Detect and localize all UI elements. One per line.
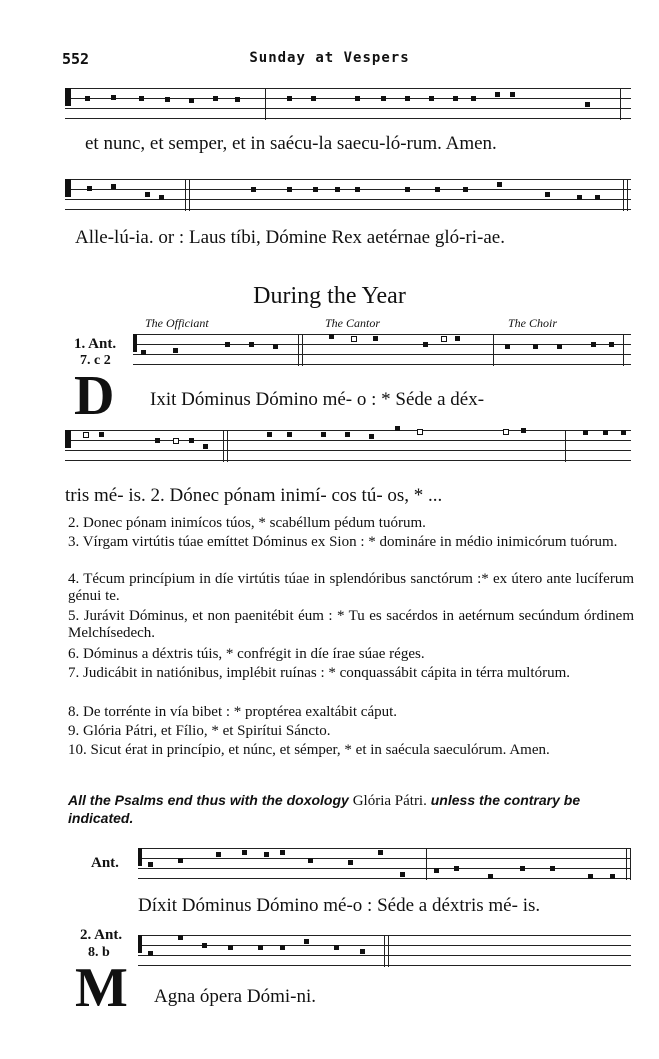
chant-staff-2 [65, 179, 631, 211]
verse-6: 6. Dóminus a déxtris túis, * confrégit in díe írae súae réges. [68, 646, 425, 662]
rubric-text-2: unless the contrary be indicated. [68, 792, 581, 826]
chant-staff-1 [65, 88, 631, 120]
page-number: 552 [62, 50, 90, 68]
verse-8: 8. De torrénte in vía bibet : * proptérea exaltábit cáput. [68, 704, 398, 720]
chant-staff-5 [138, 848, 631, 880]
verse-3: 3. Vírgam virtútis túae emíttet Dóminus ex Sion : * domináre in médio inimicórum tuórum. [68, 534, 618, 550]
role-choir: The Choir [508, 316, 558, 330]
antiphon-2-mode: 8. b [88, 945, 110, 960]
lyric-line-6: Agna ópera Dómi-ni. [154, 986, 316, 1007]
chant-staff-3 [133, 334, 631, 366]
drop-cap-d: D [74, 365, 115, 427]
rubric-gloria: Glória Pátri. [352, 793, 427, 809]
verse-4: 4. Técum princípium in díe virtútis túae in splendóribus sanctórum :* ex útero ante lucíferum génui te. [68, 571, 634, 604]
antiphon-2-label: 2. Ant. [80, 927, 123, 943]
rubric-text-1: All the Psalms end thus with the doxology [68, 792, 349, 808]
verse-2: 2. Donec pónam inimícos túos, * scabéllum pédum tuórum. [68, 515, 426, 531]
drop-cap-m: M [75, 957, 128, 1019]
verse-5: 5. Jurávit Dóminus, et non paenitébit éum : * Tu es sacérdos in aetérnum secúndum órdinem Melchísedech. [68, 608, 634, 641]
lyric-line-2: Alle-lú-ia. or : Laus tíbi, Dómine Rex aetérnae gló-ri-ae. [75, 227, 505, 248]
lyric-line-1: et nunc, et semper, et in saécu-la saecu-ló-rum. Amen. [85, 133, 497, 154]
role-officiant: The Officiant [145, 316, 209, 330]
chant-staff-4 [65, 430, 631, 462]
chant-staff-6 [138, 935, 631, 967]
verse-9: 9. Glória Pátri, et Fílio, * et Spirítui Sáncto. [68, 723, 331, 739]
role-cantor: The Cantor [325, 316, 381, 330]
section-title: During the Year [253, 283, 406, 309]
verse-10: 10. Sicut érat in princípio, et núnc, et sémper, * et in saécula saeculórum. Amen. [68, 742, 550, 758]
lyric-line-3: Ixit Dóminus Dómino mé- o : * Séde a déx- [150, 389, 485, 410]
antiphon-repeat-label: Ant. [91, 855, 119, 871]
antiphon-1-label: 1. Ant. [74, 336, 117, 352]
lyric-line-5: Díxit Dóminus Dómino mé-o : Séde a déxtris mé- is. [138, 895, 541, 916]
lyric-line-4: tris mé- is. 2. Dónec pónam inimí- cos tú- os, * ... [65, 485, 443, 506]
running-header: Sunday at Vespers [249, 50, 410, 66]
rubric-doxology [68, 792, 634, 827]
verse-7: 7. Judicábit in natiónibus, implébit ruínas : * conquassábit cápita in térra multórum. [68, 665, 570, 681]
antiphon-1-mode: 7. c 2 [80, 353, 111, 368]
